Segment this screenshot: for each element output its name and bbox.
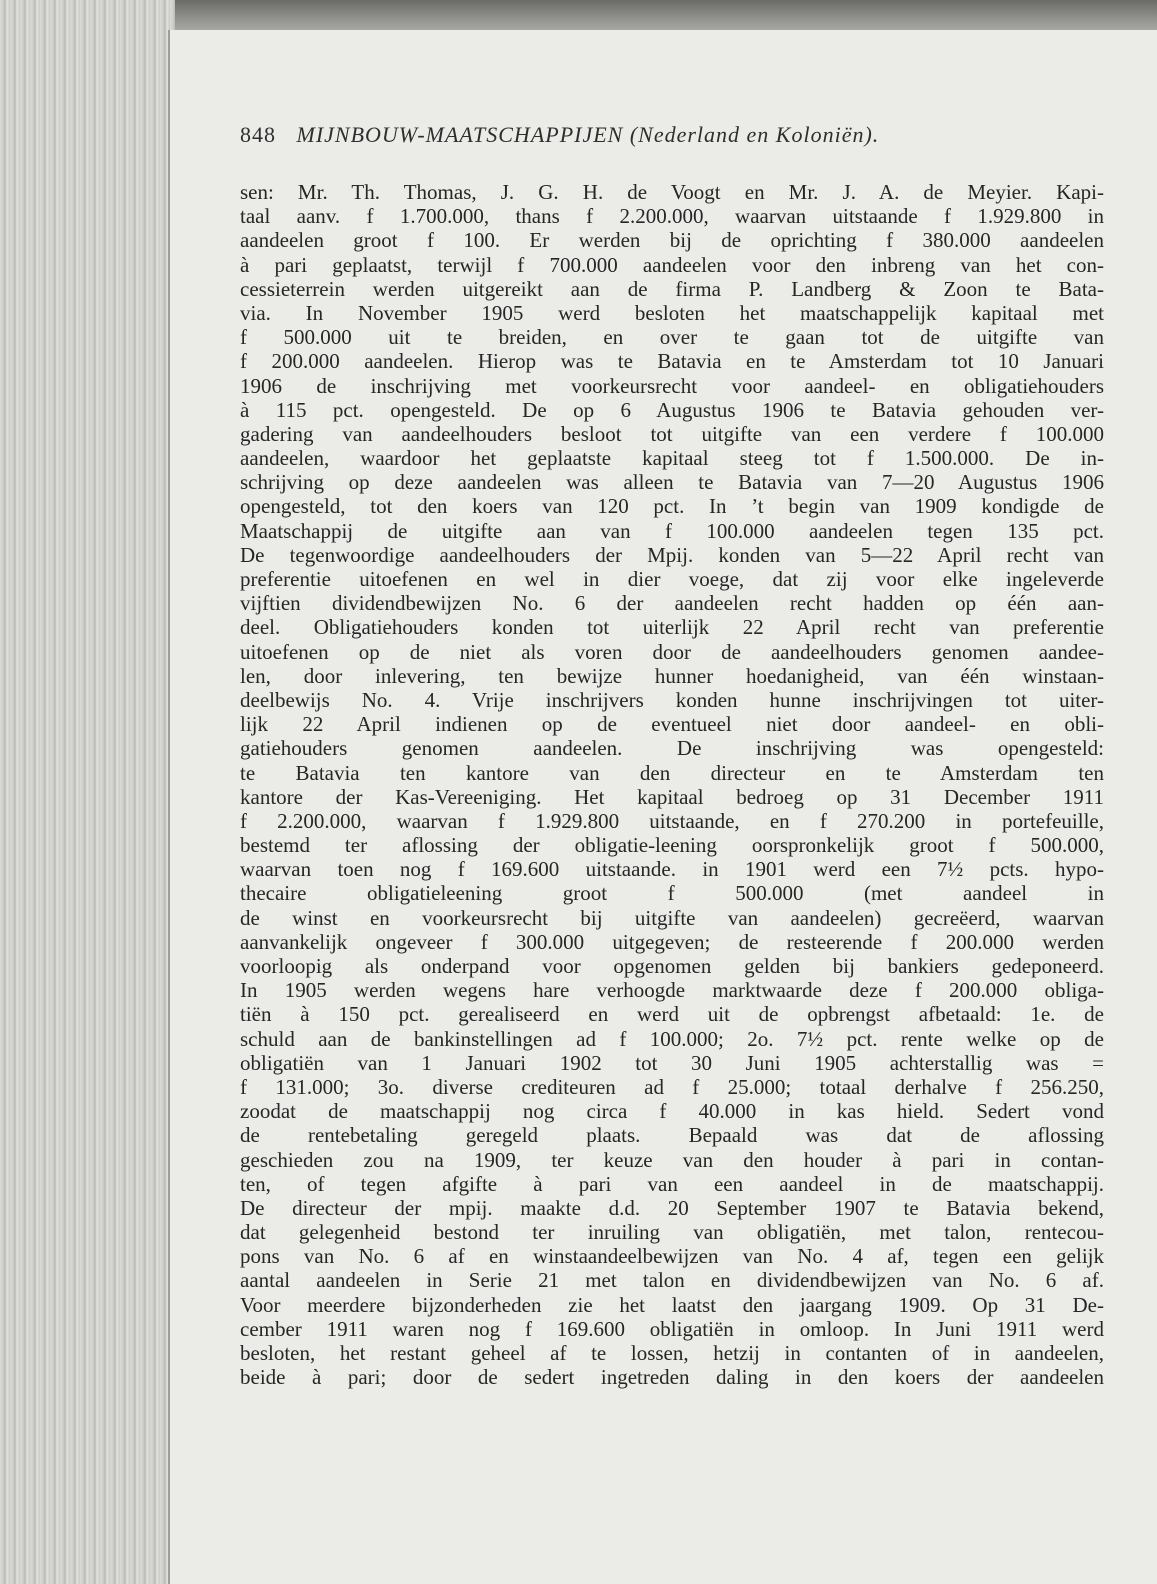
text-line: aantal aandeelen in Serie 21 met talon en dividendbewijzen van No. 6 af. <box>240 1268 1104 1293</box>
text-line: 1906 de inschrijving met voorkeursrecht voor aandeel- en obligatiehouders <box>240 373 1104 398</box>
text-line: lijk 22 April indienen op de eventueel niet door aandeel- en obli- <box>240 712 1104 737</box>
text-line: gadering van aandeelhouders besloot tot uitgifte van een verdere f 100.000 <box>240 421 1104 446</box>
text-line: Maatschappij de uitgifte aan van f 100.000 aandeelen tegen 135 pct. <box>240 518 1104 543</box>
text-line: schrijving op deze aandeelen was alleen te Batavia van 7—20 Augustus 1906 <box>240 470 1104 495</box>
text-line: dat gelegenheid bestond ter inruiling van obligatiën, met talon, rentecou- <box>240 1220 1104 1245</box>
stacked-page-edges <box>0 0 175 1584</box>
text-line: beide à pari; door de sedert ingetreden daling in den koers der aandeelen <box>240 1365 1104 1390</box>
text-line: cember 1911 waren nog f 169.600 obligatiën in omloop. In Juni 1911 werd <box>240 1316 1104 1341</box>
text-line: Voor meerdere bijzonderheden zie het laatst den jaargang 1909. Op 31 De- <box>240 1292 1104 1317</box>
text-line: via. In November 1905 werd besloten het maatschappelijk kapitaal met <box>240 300 1104 325</box>
text-line: De directeur der mpij. maakte d.d. 20 September 1907 te Batavia bekend, <box>240 1195 1104 1220</box>
text-line: de rentebetaling geregeld plaats. Bepaald was dat de aflossing <box>240 1123 1104 1148</box>
text-line: cessieterrein werden uitgereikt aan de firma P. Landberg & Zoon te Bata- <box>240 276 1104 301</box>
text-line: opengesteld, tot den koers van 120 pct. In ’t begin van 1909 kondigde de <box>240 494 1104 519</box>
text-line: taal aanv. f 1.700.000, thans f 2.200.000, waarvan uitstaande f 1.929.800 in <box>240 204 1104 229</box>
body-text <box>240 180 1104 1389</box>
text-line: In 1905 werden wegens hare verhoogde marktwaarde deze f 200.000 obliga- <box>240 978 1104 1003</box>
text-line: ten, of tegen afgifte à pari van een aandeel in de maatschappij. <box>240 1171 1104 1196</box>
text-line: te Batavia ten kantore van den directeur en te Amsterdam ten <box>240 760 1104 785</box>
text-line: schuld aan de bankinstellingen ad f 100.000; 2o. 7½ pct. rente welke op de <box>240 1026 1104 1051</box>
text-line: deel. Obligatiehouders konden tot uiterlijk 22 April recht van preferentie <box>240 615 1104 640</box>
text-line: besloten, het restant geheel af te lossen, hetzij in contanten of in aandeelen, <box>240 1341 1104 1365</box>
running-header <box>240 122 1100 148</box>
text-line: à 115 pct. opengesteld. De op 6 Augustus 1906 te Batavia gehouden ver- <box>240 397 1104 422</box>
text-line: à pari geplaatst, terwijl f 700.000 aandeelen voor den inbreng van het con- <box>240 252 1104 277</box>
text-line: preferentie uitoefenen en wel in dier voege, dat zij voor elke ingeleverde <box>240 567 1104 591</box>
running-title: MIJNBOUW-MAATSCHAPPIJEN (Nederland en Koloniën). <box>296 122 880 147</box>
text-line: f 200.000 aandeelen. Hierop was te Batavia en te Amsterdam tot 10 Januari <box>240 349 1104 374</box>
text-line: geschieden zou na 1909, ter keuze van den houder à pari in contan- <box>240 1147 1104 1172</box>
text-line: deelbewijs No. 4. Vrije inschrijvers konden hunne inschrijvingen tot uiter- <box>240 687 1104 712</box>
text-line: aanvankelijk ongeveer f 300.000 uitgegeven; de resteerende f 200.000 werden <box>240 929 1104 954</box>
text-line: De tegenwoordige aandeelhouders der Mpij. konden van 5—22 April recht van <box>240 542 1104 567</box>
text-line: f 2.200.000, waarvan f 1.929.800 uitstaande, en f 270.200 in portefeuille, <box>240 808 1104 833</box>
page-number: 848 <box>240 122 276 147</box>
text-line: sen: Mr. Th. Thomas, J. G. H. de Voogt en Mr. J. A. de Meyier. Kapi- <box>240 180 1104 204</box>
text-line: pons van No. 6 af en winstaandeelbewijzen van No. 4 af, tegen een gelijk <box>240 1244 1104 1269</box>
text-line: f 500.000 uit te breiden, en over te gaan tot de uitgifte van <box>240 325 1104 350</box>
text-line: bestemd ter aflossing der obligatie-leening oorspronkelijk groot f 500.000, <box>240 833 1104 858</box>
text-line: uitoefenen op de niet als voren door de aandeelhouders genomen aandee- <box>240 639 1104 664</box>
text-line: f 131.000; 3o. diverse crediteuren ad f 25.000; totaal derhalve f 256.250, <box>240 1074 1104 1099</box>
text-line: voorloopig als onderpand voor opgenomen gelden bij bankiers gedeponeerd. <box>240 954 1104 978</box>
text-line: tiën à 150 pct. gerealiseerd en werd uit de opbrengst afbetaald: 1e. de <box>240 1002 1104 1027</box>
text-line: thecaire obligatieleening groot f 500.000 (met aandeel in <box>240 881 1104 906</box>
page-sheet <box>168 30 1157 1584</box>
text-line: waarvan toen nog f 169.600 uitstaande. in 1901 werd een 7½ pcts. hypo- <box>240 857 1104 882</box>
text-line: vijftien dividendbewijzen No. 6 der aandeelen recht hadden op één aan- <box>240 591 1104 616</box>
text-line: de winst en voorkeursrecht bij uitgifte van aandeelen) gecreëerd, waarvan <box>240 905 1104 930</box>
text-line: gatiehouders genomen aandeelen. De inschrijving was opengesteld: <box>240 736 1104 761</box>
text-line: kantore der Kas-Vereeniging. Het kapitaal bedroeg op 31 December 1911 <box>240 784 1104 809</box>
text-line: aandeelen, waardoor het geplaatste kapitaal steeg tot f 1.500.000. De in- <box>240 446 1104 471</box>
text-line: aandeelen groot f 100. Er werden bij de oprichting f 380.000 aandeelen <box>240 228 1104 253</box>
text-line: len, door inlevering, ten bewijze hunner hoedanigheid, van één winstaan- <box>240 663 1104 688</box>
text-line: obligatiën van 1 Januari 1902 tot 30 Juni 1905 achterstallig was = <box>240 1050 1104 1075</box>
text-line: zoodat de maatschappij nog circa f 40.000 in kas hield. Sedert vond <box>240 1099 1104 1124</box>
